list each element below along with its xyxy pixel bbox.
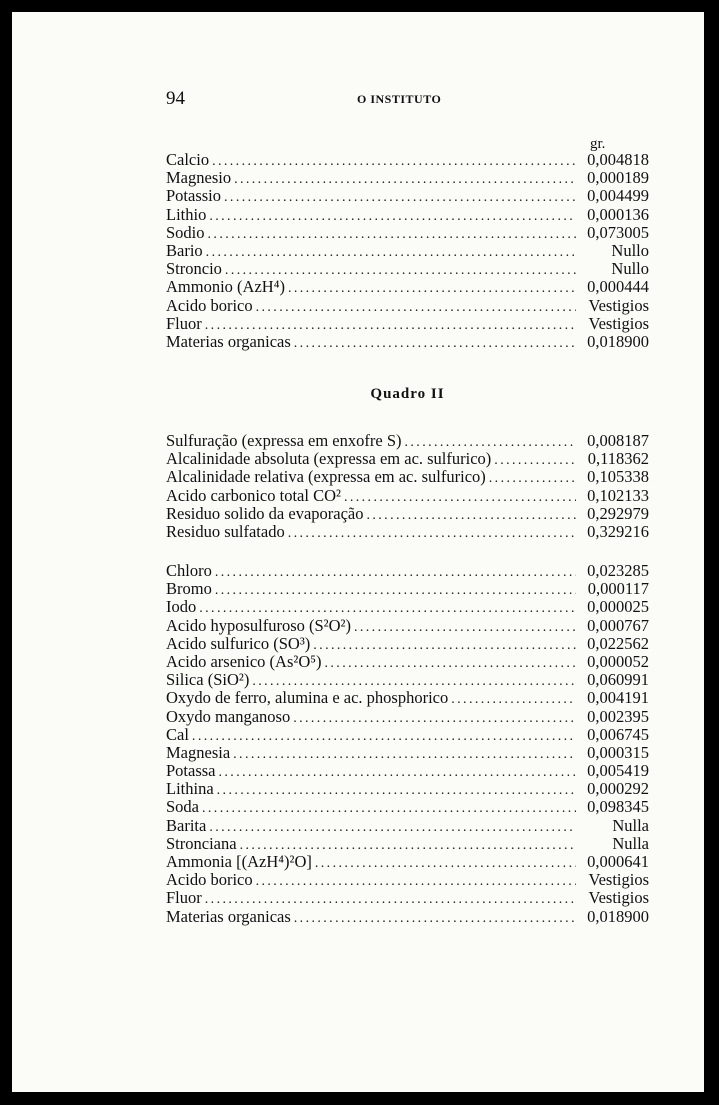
dot-leader (294, 910, 576, 928)
dot-leader (293, 710, 576, 728)
row-label: Materias organicas (166, 906, 291, 926)
row-label: Potassio (166, 186, 222, 206)
row-label: Acido hyposulfuroso (S²O²) (166, 615, 351, 635)
row-label: Residuo solido da evaporação (166, 503, 364, 523)
table-row (166, 798, 649, 816)
row-value: 0,000052 (587, 651, 649, 671)
row-value: 0,000189 (587, 168, 649, 188)
table-row (166, 297, 649, 315)
table-row (166, 817, 649, 835)
row-label: Silica (SiO²) (166, 670, 250, 690)
table-row (166, 617, 649, 635)
row-label: Lithina (166, 779, 214, 799)
table-row (166, 169, 649, 187)
row-value: Vestigios (588, 313, 649, 333)
unit-label: gr. (590, 136, 606, 152)
table-row (166, 432, 649, 450)
page-number: 94 (166, 88, 185, 109)
dot-leader (494, 452, 576, 470)
dot-leader (224, 189, 576, 207)
row-value: 0,060991 (587, 670, 649, 690)
row-label: Magnesia (166, 742, 231, 762)
row-label: Magnesio (166, 168, 232, 188)
table-row (166, 635, 649, 653)
row-value: 0,000136 (587, 204, 649, 224)
row-label: Acido borico (166, 295, 253, 315)
table-row (166, 151, 649, 169)
quadro-ii-title: Quadro II (370, 386, 445, 402)
row-label: Residuo sulfatado (166, 521, 285, 541)
row-value: 0,073005 (587, 222, 649, 242)
row-value: 0,022562 (587, 633, 649, 653)
row-label: Lithio (166, 204, 207, 224)
row-value: Nullo (611, 259, 649, 279)
dot-leader (451, 691, 576, 709)
table-row (166, 598, 649, 616)
row-label: Oxydo manganoso (166, 706, 291, 726)
row-value: Nulla (612, 833, 649, 853)
row-value: 0,102133 (587, 485, 649, 505)
row-value: 0,004499 (587, 186, 649, 206)
table-row (166, 889, 649, 907)
table-row (166, 871, 649, 889)
row-label: Alcalinidade absoluta (expressa em ac. sulfurico) (166, 449, 492, 469)
quadro-ii-composition-table (166, 562, 649, 926)
dot-leader (354, 619, 576, 637)
row-label: Acido carbonico total CO² (166, 485, 341, 505)
table-row (166, 562, 649, 580)
dot-leader (294, 335, 576, 353)
row-label: Ammonio (AzH⁴) (166, 277, 285, 297)
dot-leader (208, 226, 576, 244)
dot-leader (215, 564, 576, 582)
dot-leader (344, 489, 576, 507)
table-row (166, 206, 649, 224)
table-row (166, 242, 649, 260)
dot-leader (233, 746, 576, 764)
table-row (166, 315, 649, 333)
table-row (166, 671, 649, 689)
row-label: Acido arsenico (As²O⁵) (166, 651, 322, 671)
table-row (166, 260, 649, 278)
row-label: Materias organicas (166, 331, 291, 351)
dot-leader (206, 244, 576, 262)
row-value: 0,000444 (587, 277, 649, 297)
dot-leader (288, 280, 576, 298)
row-value: 0,000767 (587, 615, 649, 635)
row-label: Sulfuração (expressa em enxofre S) (166, 431, 402, 450)
book-page (12, 12, 704, 1092)
dot-leader (366, 507, 576, 525)
quadro-i-table (166, 151, 649, 351)
dot-leader (219, 764, 577, 782)
dot-leader (234, 171, 576, 189)
row-value: 0,000025 (587, 597, 649, 617)
row-value: 0,018900 (587, 331, 649, 351)
table-row (166, 523, 649, 541)
table-row (166, 278, 649, 296)
row-value: 0,329216 (587, 521, 649, 541)
row-value: 0,002395 (587, 706, 649, 726)
row-label: Iodo (166, 597, 197, 617)
dot-leader (192, 728, 576, 746)
row-value: 0,000117 (587, 579, 649, 599)
table-row (166, 708, 649, 726)
row-value: 0,098345 (587, 797, 649, 817)
dot-leader (202, 800, 576, 818)
row-value: 0,005419 (587, 761, 649, 781)
row-value: 0,292979 (587, 503, 649, 523)
row-value: 0,018900 (587, 906, 649, 926)
row-value: 0,000315 (587, 742, 649, 762)
dot-leader (256, 873, 576, 891)
row-value: 0,023285 (587, 561, 649, 580)
row-value: 0,006745 (587, 724, 649, 744)
table-row (166, 853, 649, 871)
table-row (166, 780, 649, 798)
table-row (166, 505, 649, 523)
row-value: Nullo (611, 240, 649, 260)
row-value: Vestigios (588, 295, 649, 315)
row-value: 0,004818 (587, 150, 649, 169)
table-row (166, 187, 649, 205)
table-row (166, 689, 649, 707)
row-label: Stroncio (166, 259, 222, 279)
row-label: Cal (166, 724, 189, 744)
row-label: Fluor (166, 313, 202, 333)
dot-leader (288, 525, 576, 543)
row-label: Chloro (166, 561, 212, 580)
row-label: Bromo (166, 579, 212, 599)
row-label: Potassa (166, 761, 216, 781)
row-label: Stronciana (166, 833, 237, 853)
row-value: 0,008187 (587, 431, 649, 450)
table-row (166, 333, 649, 351)
row-value: 0,118362 (587, 449, 649, 469)
row-label: Ammonia [(AzH⁴)²O] (166, 852, 312, 871)
row-value: 0,000641 (587, 852, 649, 871)
table-row (166, 744, 649, 762)
row-label: Oxydo de ferro, alumina e ac. phosphorico (166, 688, 449, 708)
table-row (166, 450, 649, 468)
row-label: Fluor (166, 888, 202, 908)
row-label: Soda (166, 797, 199, 817)
table-row (166, 762, 649, 780)
table-row (166, 726, 649, 744)
row-label: Bario (166, 240, 203, 260)
row-label: Sodio (166, 222, 205, 242)
row-value: Nulla (612, 815, 649, 835)
dot-leader (217, 782, 576, 800)
dot-leader (209, 208, 576, 226)
page-header (12, 88, 704, 112)
row-label: Alcalinidade relativa (expressa em ac. sulfurico) (166, 467, 486, 487)
quadro-ii-summary-table (166, 432, 649, 541)
table-row (166, 835, 649, 853)
dot-leader (325, 655, 577, 673)
row-label: Acido sulfurico (SO³) (166, 633, 311, 653)
row-value: Vestigios (588, 870, 649, 890)
dot-leader (489, 470, 576, 488)
row-label: Acido borico (166, 870, 253, 890)
dot-leader (315, 855, 576, 873)
row-label: Barita (166, 815, 207, 835)
table-row (166, 487, 649, 505)
row-value: Vestigios (588, 888, 649, 908)
row-value: 0,105338 (587, 467, 649, 487)
dot-leader (209, 819, 576, 837)
table-row (166, 224, 649, 242)
dot-leader (313, 637, 576, 655)
table-row (166, 908, 649, 926)
row-value: 0,000292 (587, 779, 649, 799)
dot-leader (215, 582, 576, 600)
row-value: 0,004191 (587, 688, 649, 708)
table-row (166, 468, 649, 486)
table-row (166, 580, 649, 598)
dot-leader (256, 299, 576, 317)
dot-leader (212, 153, 576, 171)
row-label: Calcio (166, 150, 210, 169)
running-title: O INSTITUTO (357, 92, 442, 106)
table-row (166, 653, 649, 671)
